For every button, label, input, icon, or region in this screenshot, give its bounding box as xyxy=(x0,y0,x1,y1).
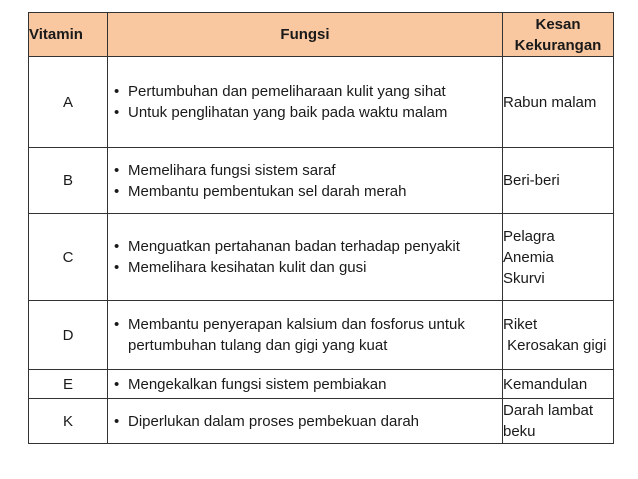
table-row xyxy=(29,301,614,370)
fungsi-text: Membantu pembentukan sel darah merah xyxy=(128,182,407,200)
fungsi-item xyxy=(110,314,500,356)
table-row xyxy=(29,148,614,214)
vitamin-cell: K xyxy=(29,399,108,444)
fungsi-list xyxy=(108,411,502,432)
kesan-text: Kemandulan xyxy=(503,375,588,393)
header-kesan-kekurangan: Kesan Kekurangan xyxy=(503,13,614,57)
fungsi-list xyxy=(108,160,502,202)
kesan-cell xyxy=(503,214,614,301)
kesan-text: Pelagra xyxy=(503,227,555,245)
fungsi-text: Membantu penyerapan kalsium dan fosforus untuk pertumbuhan tulang dan gigi yang kuat xyxy=(128,316,465,354)
bullet-icon: • xyxy=(114,259,120,276)
fungsi-list xyxy=(108,81,502,123)
header-vitamin: Vitamin xyxy=(29,13,108,57)
kesan-cell xyxy=(503,370,614,399)
header-fungsi: Fungsi xyxy=(108,13,503,57)
fungsi-item xyxy=(110,411,500,432)
fungsi-cell xyxy=(108,301,503,370)
kesan-text: Beri-beri xyxy=(503,172,560,189)
fungsi-cell xyxy=(108,399,503,444)
fungsi-text: Memelihara fungsi sistem saraf xyxy=(128,161,336,179)
kesan-text: Rabun malam xyxy=(503,93,597,111)
kesan-text: Anemia xyxy=(503,248,554,266)
fungsi-item xyxy=(110,374,500,395)
fungsi-list xyxy=(108,314,502,356)
table-row xyxy=(29,214,614,301)
bullet-icon: • xyxy=(114,316,120,333)
fungsi-cell xyxy=(108,214,503,301)
vitamin-cell: E xyxy=(29,370,108,399)
fungsi-text: Mengekalkan fungsi sistem pembiakan xyxy=(128,375,387,393)
kesan-text: Riket xyxy=(503,316,538,333)
fungsi-text: Menguatkan pertahanan badan terhadap penyakit xyxy=(128,238,460,255)
fungsi-item xyxy=(110,181,500,202)
fungsi-cell xyxy=(108,148,503,214)
fungsi-cell xyxy=(108,370,503,399)
kesan-cell xyxy=(503,148,614,214)
kesan-cell xyxy=(503,57,614,148)
fungsi-item xyxy=(110,102,500,123)
bullet-icon: • xyxy=(114,238,120,255)
bullet-icon: • xyxy=(114,412,120,430)
kesan-cell xyxy=(503,301,614,370)
fungsi-item xyxy=(110,257,500,278)
vitamin-cell: D xyxy=(29,301,108,370)
vitamin-cell: B xyxy=(29,148,108,214)
fungsi-text: Pertumbuhan dan pemeliharaan kulit yang sihat xyxy=(128,83,446,100)
vitamin-cell: A xyxy=(29,57,108,148)
fungsi-item xyxy=(110,160,500,181)
fungsi-list xyxy=(108,236,502,278)
vitamin-table xyxy=(28,12,614,444)
fungsi-list xyxy=(108,374,502,395)
fungsi-item xyxy=(110,81,500,102)
fungsi-item xyxy=(110,236,500,257)
header-row xyxy=(29,13,614,57)
fungsi-text: Diperlukan dalam proses pembekuan darah xyxy=(128,412,420,430)
table-row xyxy=(29,370,614,399)
bullet-icon: • xyxy=(114,375,120,393)
table-row xyxy=(29,57,614,148)
table-row xyxy=(29,399,614,444)
bullet-icon: • xyxy=(114,182,120,200)
kesan-cell xyxy=(503,399,614,444)
bullet-icon: • xyxy=(114,161,120,179)
bullet-icon: • xyxy=(114,104,120,121)
kesan-text: Kerosakan gigi xyxy=(503,337,607,354)
kesan-text: Skurvi xyxy=(503,269,545,287)
fungsi-text: Memelihara kesihatan kulit dan gusi xyxy=(128,259,367,276)
fungsi-cell xyxy=(108,57,503,148)
vitamin-cell: C xyxy=(29,214,108,301)
bullet-icon: • xyxy=(114,83,120,100)
kesan-text: Darah lambat beku xyxy=(503,402,594,440)
fungsi-text: Untuk penglihatan yang baik pada waktu malam xyxy=(128,104,448,121)
